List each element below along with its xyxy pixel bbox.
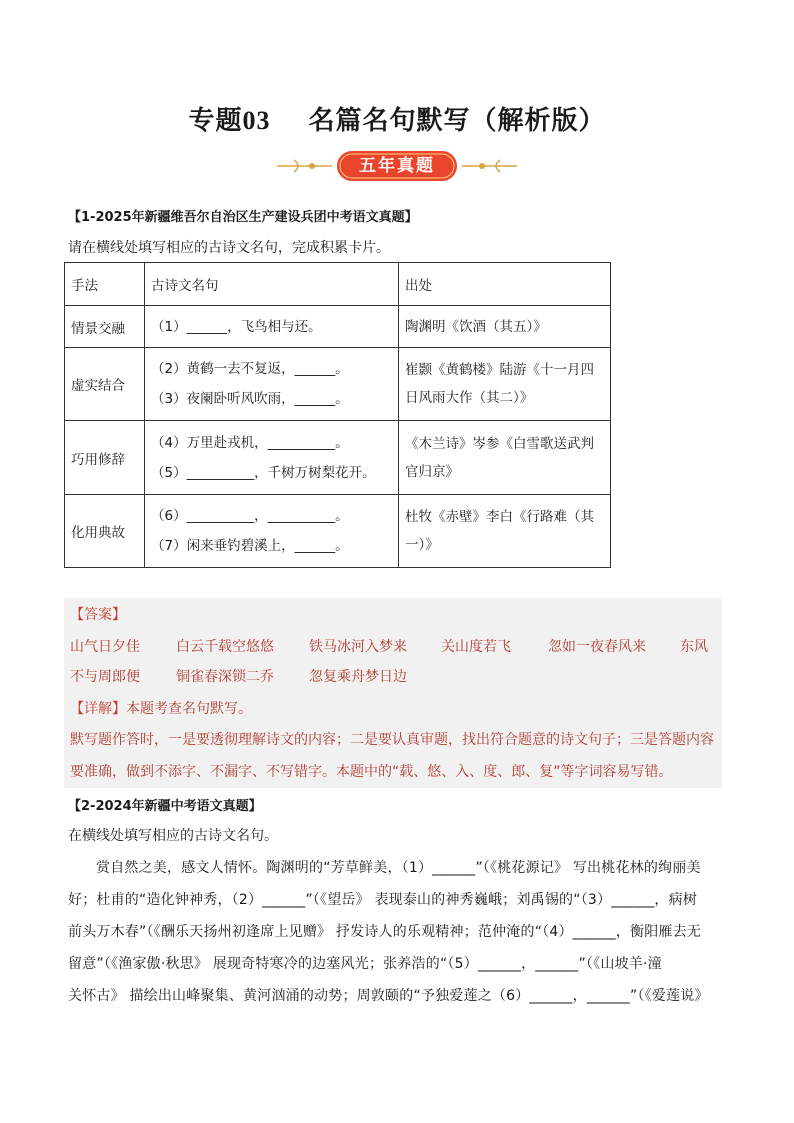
question-2-title: 【2-2024年新疆中考语文真题】 bbox=[68, 799, 262, 814]
row-source: 陶渊明《饮酒（其五）》 bbox=[405, 318, 547, 335]
row-source: 崔颢《黄鹤楼》陆游《十一月四 bbox=[405, 362, 594, 378]
row-line: （6）__________，__________。 bbox=[151, 508, 349, 524]
row-source: 《木兰诗》岑参《白雪歌送武判 bbox=[405, 435, 594, 452]
paragraph-line: 关怀古》 描绘出山峰聚集、黄河汹涌的动势；周敦颐的“予独爱莲之（6）______，______”（《爱莲说》 bbox=[68, 988, 709, 1004]
detail-line: 要准确，做到不添字、不漏字、不写错字。本题中的“载、悠、入、度、郎、复”等字词容易写错。 bbox=[70, 764, 673, 780]
table-header-row bbox=[65, 263, 611, 306]
paragraph-line: 留意”（《渔家傲·秋思》 展现奇特寒冷的边塞风光；张养浩的“（5）______，______”（《山坡羊·潼 bbox=[68, 956, 662, 972]
detail-heading bbox=[70, 698, 252, 718]
answer-section bbox=[64, 598, 722, 788]
paragraph-line: 赏自然之美，感文人情怀。陶渊明的“芳草鲜美，（1）______”（《桃花源记》 写出桃花林的绚丽美 bbox=[96, 860, 701, 876]
banner-label: 五年真题 bbox=[359, 156, 435, 176]
answer-label: 【答案】 bbox=[70, 607, 126, 623]
row-method: 虚实结合 bbox=[65, 348, 145, 421]
table-row bbox=[65, 348, 611, 421]
answer-item: 不与周郎便 bbox=[70, 669, 140, 685]
detail-text bbox=[70, 724, 716, 788]
row-source: 日风雨大作（其二）》 bbox=[405, 390, 534, 406]
detail-label: 【详解】 bbox=[70, 701, 126, 717]
row-source: 官归京》 bbox=[405, 463, 459, 480]
header-method: 手法 bbox=[65, 263, 145, 306]
topic-code: 专题03 bbox=[188, 106, 271, 135]
question-2-paragraph bbox=[68, 852, 732, 1012]
row-line: （4）万里赴戎机，__________。 bbox=[151, 434, 349, 451]
row-line: （1）______，飞鸟相与还。 bbox=[151, 318, 322, 335]
row-line: （2）黄鹤一去不复返，______。 bbox=[151, 361, 349, 377]
topic-title: 名篇名句默写（解析版） bbox=[308, 106, 606, 136]
header-source: 出处 bbox=[399, 263, 611, 306]
answer-item: 白云千载空悠悠 bbox=[176, 639, 274, 655]
answer-item: 忽复乘舟梦日边 bbox=[309, 669, 407, 685]
page-title bbox=[0, 100, 794, 137]
question-2-instruction: 在横线处填写相应的古诗文名句。 bbox=[68, 828, 278, 844]
answer-item: 铁马冰河入梦来 bbox=[309, 639, 407, 655]
row-method: 情景交融 bbox=[65, 306, 145, 348]
answer-item: 东风 bbox=[680, 639, 708, 655]
row-source: 一）》 bbox=[405, 537, 439, 553]
paragraph-line: 好；杜甫的“造化钟神秀，（2）______”（《望岳》 表现泰山的神秀巍峨；刘禹锡的“（3）______，病树 bbox=[68, 892, 698, 908]
row-line: （7）闲来垂钓碧溪上，______。 bbox=[151, 538, 349, 554]
poem-table bbox=[64, 262, 611, 568]
row-line: （3）夜阑卧听风吹雨，______。 bbox=[151, 391, 349, 407]
question-1-instruction: 请在横线处填写相应的古诗文名句，完成积累卡片。 bbox=[68, 240, 390, 256]
answer-item: 忽如一夜春风来 bbox=[548, 639, 646, 655]
row-method: 化用典故 bbox=[65, 495, 145, 568]
table-row bbox=[65, 421, 611, 495]
detail-first: 本题考查名句默写。 bbox=[126, 701, 252, 717]
table-row bbox=[65, 495, 611, 568]
answer-item: 山气日夕佳 bbox=[70, 639, 140, 655]
row-source: 杜牧《赤壁》李白《行路难（其 bbox=[405, 509, 594, 525]
five-year-banner bbox=[272, 146, 522, 186]
detail-line: 默写题作答时，一是要透彻理解诗文的内容；二是要认真审题，找出符合题意的诗文句子；三是答题内容 bbox=[70, 732, 714, 748]
answer-item: 铜雀春深锁二乔 bbox=[176, 669, 274, 685]
table-row bbox=[65, 306, 611, 348]
paragraph-line: 前头万木春”（《酬乐天扬州初逢席上见赠》 抒发诗人的乐观精神；范仲淹的“（4）______，衡阳雁去无 bbox=[68, 924, 702, 940]
question-1-title: 【1-2025年新疆维吾尔自治区生产建设兵团中考语文真题】 bbox=[68, 210, 418, 225]
header-lines: 古诗文名句 bbox=[145, 263, 399, 306]
row-line: （5）__________，千树万树梨花开。 bbox=[151, 464, 376, 481]
answer-item: 关山度若飞 bbox=[441, 639, 511, 655]
row-method: 巧用修辞 bbox=[65, 421, 145, 495]
